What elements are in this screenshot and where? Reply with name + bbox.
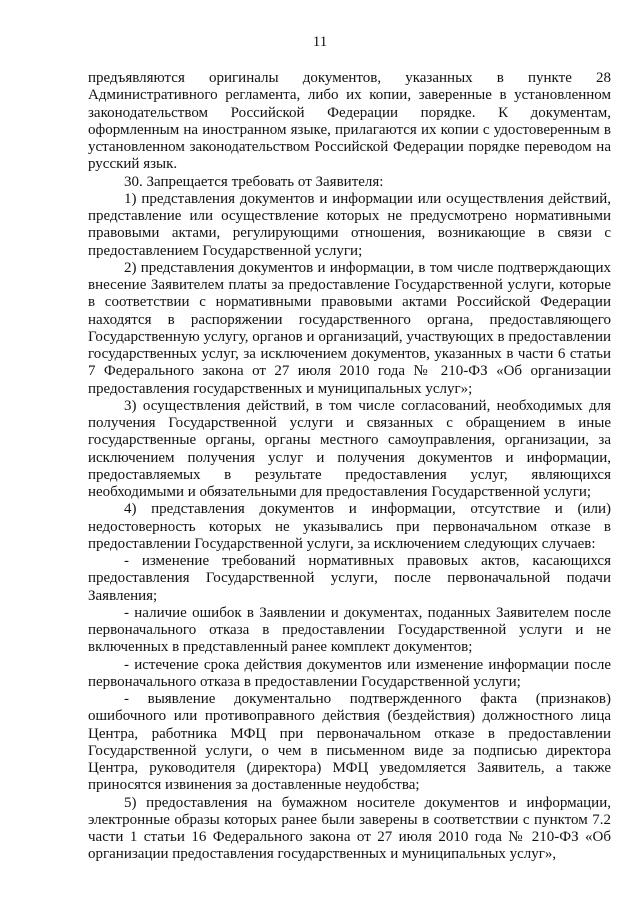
paragraph-dash-3: - истечение срока действия документов или изменение информации после первоначального отказа в предоставлении Государственной услуги; [88, 656, 611, 690]
paragraph-dash-4: - выявление документально подтвержденного факта (признаков) ошибочного или противоправного действия (бездействия) должностного лица Центра, работника МФЦ при первоначальном отказе в предоставлении Государственной услуги, о чем в письменном виде за подписью директора Центра, руководителя (директора) МФЦ уведомляется Заявитель, а также приносятся извинения за доставленные неудобства; [88, 691, 611, 794]
paragraph-dash-2: - наличие ошибок в Заявлении и документах, поданных Заявителем после первоначального отказа в предоставлении Государственной услуги и не включенных в представленный ранее комплект документов; [88, 604, 611, 656]
paragraph-subitem-3: 3) осуществления действий, в том числе согласований, необходимых для получения Государственной услуги и связанных с обращением в иные государственные органы, органы местного самоуправления, организации, за исключением получения услуг и получения документов и информации, предоставляемых в результате предоставления услуг, являющихся необходимыми и обязательными для предоставления Государственной услуги; [88, 397, 611, 500]
paragraph-subitem-4: 4) представления документов и информации, отсутствие и (или) недостоверность которых не указывались при первоначальном отказе в предоставлении Государственной услуги, за исключением следующих случаев: [88, 501, 611, 552]
document-body [88, 70, 611, 864]
paragraph-dash-1: - изменение требований нормативных правовых актов, касающихся предоставления Государственной услуги, после первоначальной подачи Заявления; [88, 553, 611, 604]
paragraph-subitem-5: 5) предоставления на бумажном носителе документов и информации, электронные образы которых ранее были заверены в соответствии с пунктом 7.2 части 1 статьи 16 Федерального закона от 27 июля 2010 года № 210-ФЗ «Об организации предоставления государственных и муниципальных услуг», [88, 794, 611, 863]
paragraph-item-30: 30. Запрещается требовать от Заявителя: [124, 173, 384, 190]
page-number: 11 [312, 34, 328, 50]
paragraph-continuation: предъявляются оригиналы документов, указанных в пункте 28 Административного регламента, либо их копии, заверенные в установленном законодательством Российской Федерации порядке. К документам, оформленным на иностранном языке, прилагаются их копии с удостоверенным в установленном законодательством Российской Федерации порядке переводом на русский язык. [88, 70, 611, 173]
paragraph-subitem-1: 1) представления документов и информации или осуществления действий, представление или осуществление которых не предусмотрено нормативными правовыми актами, регулирующими отношения, возникающие в связи с предоставлением Государственной услуги; [88, 190, 611, 259]
paragraph-subitem-2: 2) представления документов и информации, в том числе подтверждающих внесение Заявителем платы за предоставление Государственной услуги, которые в соответствии с нормативными правовыми актами Российской Федерации находятся в распоряжении государственного органа, предоставляющего Государственную услугу, органов и организаций, участвующих в предоставлении государственных услуг, за исключением документов, указанных в части 6 статьи 7 Федерального закона от 27 июля 2010 года № 210-ФЗ «Об организации предоставления государственных и муниципальных услуг»; [88, 259, 611, 397]
